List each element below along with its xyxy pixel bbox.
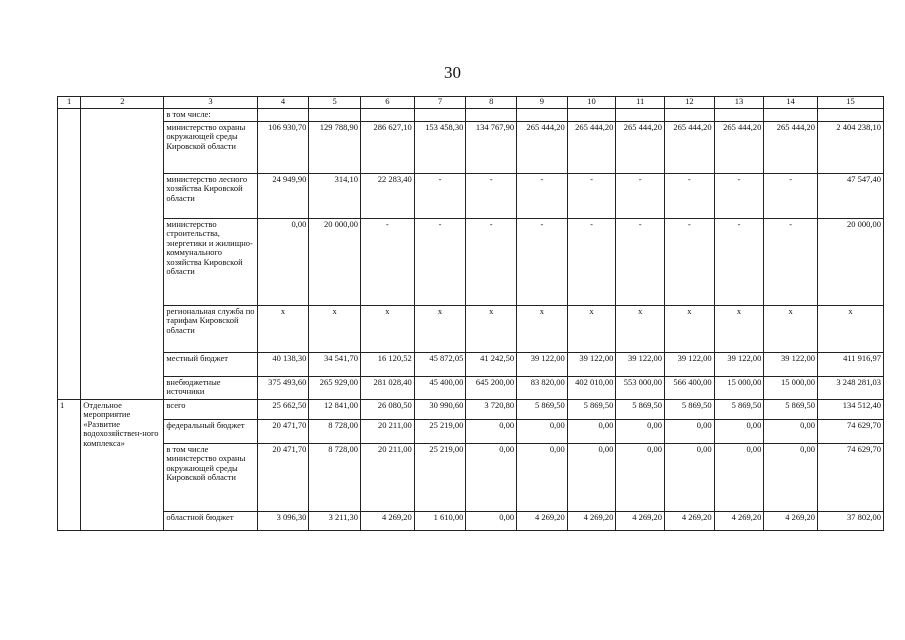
value-cell: 26 080,50 (361, 399, 415, 419)
table-row (58, 109, 884, 122)
value-cell: 0,00 (764, 443, 818, 511)
value-cell: 2 404 238,10 (818, 121, 884, 173)
value-cell: 20 471,70 (257, 443, 309, 511)
value-cell (361, 109, 415, 122)
value-cell: х (466, 305, 517, 352)
value-cell: 4 269,20 (616, 511, 665, 530)
value-cell: 15 000,00 (764, 376, 818, 399)
value-cell: - (567, 173, 616, 218)
header-cell: 15 (818, 97, 884, 109)
header-cell: 4 (257, 97, 309, 109)
value-cell: 20 000,00 (818, 218, 884, 305)
funding-source-cell: в том числе министерство охраны окружающей среды Кировской области (164, 443, 257, 511)
value-cell: х (818, 305, 884, 352)
funding-source-cell: министерство строительства, энергетики и жилищно-коммунального хозяйства Кировской области (164, 218, 257, 305)
value-cell: 314,10 (309, 173, 361, 218)
value-cell: 0,00 (466, 419, 517, 443)
group-title-cell: Отдельное мероприятие «Развитие водохозяйствен-ного комплекса» (81, 399, 164, 530)
value-cell: 129 788,90 (309, 121, 361, 173)
value-cell: 39 122,00 (764, 352, 818, 376)
table-row (58, 173, 884, 218)
value-cell: - (616, 173, 665, 218)
value-cell: 265 444,20 (616, 121, 665, 173)
value-cell: 47 547,40 (818, 173, 884, 218)
value-cell: х (714, 305, 764, 352)
value-cell: 12 841,00 (309, 399, 361, 419)
funding-source-cell: министерство охраны окружающей среды Кировской области (164, 121, 257, 173)
value-cell: 74 629,70 (818, 419, 884, 443)
value-cell: - (466, 218, 517, 305)
header-cell: 13 (714, 97, 764, 109)
table-row (58, 399, 884, 419)
value-cell: - (414, 173, 466, 218)
value-cell: 265 444,20 (764, 121, 818, 173)
value-cell: 375 493,60 (257, 376, 309, 399)
funding-source-cell: местный бюджет (164, 352, 257, 376)
value-cell: 0,00 (257, 218, 309, 305)
value-cell: х (616, 305, 665, 352)
value-cell: - (616, 218, 665, 305)
value-cell: 5 869,50 (567, 399, 616, 419)
value-cell: 411 916,97 (818, 352, 884, 376)
value-cell: х (517, 305, 568, 352)
group-number-cell: 1 (58, 399, 81, 530)
value-cell: - (517, 218, 568, 305)
value-cell: 0,00 (665, 419, 715, 443)
value-cell: х (414, 305, 466, 352)
value-cell: 1 610,00 (414, 511, 466, 530)
value-cell: 4 269,20 (714, 511, 764, 530)
value-cell: х (567, 305, 616, 352)
value-cell: х (764, 305, 818, 352)
value-cell: - (466, 173, 517, 218)
value-cell (466, 109, 517, 122)
value-cell (567, 109, 616, 122)
value-cell: - (665, 218, 715, 305)
funding-source-cell: федеральный бюджет (164, 419, 257, 443)
value-cell: 5 869,50 (714, 399, 764, 419)
value-cell: - (764, 173, 818, 218)
value-cell: 0,00 (764, 419, 818, 443)
value-cell: 45 872,05 (414, 352, 466, 376)
value-cell: 281 028,40 (361, 376, 415, 399)
header-cell: 5 (309, 97, 361, 109)
header-cell: 2 (81, 97, 164, 109)
value-cell: 3 720,80 (466, 399, 517, 419)
value-cell: - (764, 218, 818, 305)
value-cell: 39 122,00 (616, 352, 665, 376)
header-cell: 12 (665, 97, 715, 109)
value-cell: 153 458,30 (414, 121, 466, 173)
value-cell (714, 109, 764, 122)
value-cell: - (361, 218, 415, 305)
value-cell: 0,00 (466, 443, 517, 511)
value-cell: 24 949,90 (257, 173, 309, 218)
funding-source-cell: внебюджетные источники (164, 376, 257, 399)
value-cell: - (517, 173, 568, 218)
header-cell: 11 (616, 97, 665, 109)
header-cell: 10 (567, 97, 616, 109)
header-cell: 6 (361, 97, 415, 109)
value-cell: 4 269,20 (361, 511, 415, 530)
table-row (58, 376, 884, 399)
header-cell: 14 (764, 97, 818, 109)
table-row (58, 218, 884, 305)
funding-source-cell: всего (164, 399, 257, 419)
value-cell: - (714, 173, 764, 218)
value-cell: 16 120,52 (361, 352, 415, 376)
table-row (58, 305, 884, 352)
value-cell (616, 109, 665, 122)
value-cell: 0,00 (567, 443, 616, 511)
funding-source-cell: региональная служба по тарифам Кировской области (164, 305, 257, 352)
value-cell: - (665, 173, 715, 218)
value-cell: 0,00 (714, 419, 764, 443)
value-cell: 74 629,70 (818, 443, 884, 511)
value-cell: 25 219,00 (414, 443, 466, 511)
value-cell: 645 200,00 (466, 376, 517, 399)
value-cell: 4 269,20 (517, 511, 568, 530)
value-cell (665, 109, 715, 122)
value-cell: 3 096,30 (257, 511, 309, 530)
value-cell: 39 122,00 (567, 352, 616, 376)
header-cell: 1 (58, 97, 81, 109)
header-cell: 9 (517, 97, 568, 109)
value-cell (309, 109, 361, 122)
header-cell: 8 (466, 97, 517, 109)
value-cell: 566 400,00 (665, 376, 715, 399)
page-number: 30 (444, 63, 461, 82)
value-cell: 0,00 (665, 443, 715, 511)
value-cell: 34 541,70 (309, 352, 361, 376)
value-cell: - (567, 218, 616, 305)
value-cell: 8 728,00 (309, 443, 361, 511)
value-cell: х (257, 305, 309, 352)
value-cell: 265 444,20 (567, 121, 616, 173)
value-cell: 4 269,20 (665, 511, 715, 530)
value-cell: 25 662,50 (257, 399, 309, 419)
table-row (58, 443, 884, 511)
value-cell: 39 122,00 (665, 352, 715, 376)
value-cell: 15 000,00 (714, 376, 764, 399)
value-cell: 134 512,40 (818, 399, 884, 419)
value-cell: х (665, 305, 715, 352)
value-cell: 265 929,00 (309, 376, 361, 399)
header-cell: 7 (414, 97, 466, 109)
value-cell: 20 211,00 (361, 443, 415, 511)
header-row (58, 97, 884, 109)
value-cell: 0,00 (714, 443, 764, 511)
value-cell: 4 269,20 (567, 511, 616, 530)
table-row (58, 352, 884, 376)
value-cell: - (414, 218, 466, 305)
value-cell: - (714, 218, 764, 305)
value-cell: 39 122,00 (517, 352, 568, 376)
value-cell (517, 109, 568, 122)
value-cell: х (309, 305, 361, 352)
value-cell: 22 283,40 (361, 173, 415, 218)
value-cell: 41 242,50 (466, 352, 517, 376)
value-cell: 20 000,00 (309, 218, 361, 305)
value-cell: 0,00 (466, 511, 517, 530)
value-cell: 3 248 281,03 (818, 376, 884, 399)
value-cell: 0,00 (616, 443, 665, 511)
value-cell (414, 109, 466, 122)
value-cell: 20 471,70 (257, 419, 309, 443)
value-cell: 5 869,50 (764, 399, 818, 419)
funding-source-cell: министерство лесного хозяйства Кировской области (164, 173, 257, 218)
value-cell: 4 269,20 (764, 511, 818, 530)
value-cell: 45 400,00 (414, 376, 466, 399)
value-cell: 83 820,00 (517, 376, 568, 399)
row-number-cell (58, 109, 81, 400)
value-cell: 20 211,00 (361, 419, 415, 443)
value-cell: 106 930,70 (257, 121, 309, 173)
funding-source-cell: в том числе: (164, 109, 257, 122)
value-cell: 5 869,50 (517, 399, 568, 419)
value-cell: 39 122,00 (714, 352, 764, 376)
value-cell: 402 010,00 (567, 376, 616, 399)
table-row (58, 511, 884, 530)
value-cell: 5 869,50 (616, 399, 665, 419)
program-name-cell (81, 109, 164, 400)
table-row (58, 419, 884, 443)
funding-source-cell: областной бюджет (164, 511, 257, 530)
value-cell: 5 869,50 (665, 399, 715, 419)
value-cell: 8 728,00 (309, 419, 361, 443)
value-cell: 25 219,00 (414, 419, 466, 443)
value-cell: 30 990,60 (414, 399, 466, 419)
value-cell: 0,00 (517, 443, 568, 511)
value-cell: 40 138,30 (257, 352, 309, 376)
value-cell: 3 211,30 (309, 511, 361, 530)
value-cell: 265 444,20 (665, 121, 715, 173)
value-cell: 265 444,20 (714, 121, 764, 173)
value-cell: 37 802,00 (818, 511, 884, 530)
value-cell: 0,00 (616, 419, 665, 443)
budget-table (57, 96, 884, 531)
value-cell: 265 444,20 (517, 121, 568, 173)
value-cell: 134 767,90 (466, 121, 517, 173)
value-cell: х (361, 305, 415, 352)
value-cell (257, 109, 309, 122)
header-cell: 3 (164, 97, 257, 109)
value-cell: 553 000,00 (616, 376, 665, 399)
value-cell: 0,00 (567, 419, 616, 443)
table-row (58, 121, 884, 173)
value-cell (818, 109, 884, 122)
value-cell (764, 109, 818, 122)
value-cell: 286 627,10 (361, 121, 415, 173)
value-cell: 0,00 (517, 419, 568, 443)
